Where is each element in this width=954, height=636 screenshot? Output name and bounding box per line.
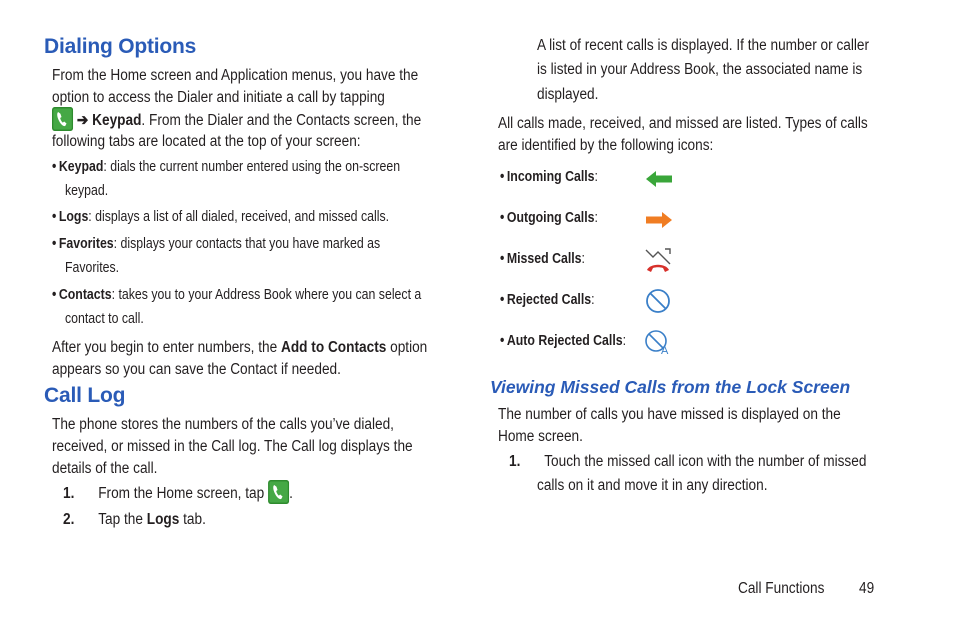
recent-calls-line-1: A list of recent calls is displayed. If the number or caller	[537, 37, 870, 54]
dialing-intro-line-3	[52, 109, 421, 133]
tab-keypad-line-2: keypad.	[65, 183, 109, 199]
tab-keypad-line-1	[52, 155, 400, 179]
step-2-pre: Tap the	[98, 511, 147, 528]
bullet: •	[52, 236, 57, 252]
footer-page-number: 49	[859, 580, 875, 597]
tab-contacts-name: Contacts	[58, 287, 112, 303]
call-type-auto-rejected: • Auto Rejected Calls:	[500, 333, 627, 349]
tab-contacts-desc: : takes you to your Address Book where you can select a	[111, 287, 422, 303]
call-type-outgoing: • Outgoing Calls:	[500, 210, 598, 226]
dialing-intro-line-4: following tabs are located at the top of your screen:	[52, 133, 361, 150]
dialing-intro-line-3-rest: . From the Dialer and the Contacts screen, the	[141, 112, 422, 130]
add-to-contacts-label: Add to Contacts	[280, 339, 387, 356]
after-numbers-line-1	[52, 337, 427, 359]
tab-favorites-name: Favorites	[58, 236, 114, 252]
bullet: •	[500, 333, 505, 349]
after-numbers-line-2: appears so you can save the Contact if needed.	[52, 361, 341, 378]
calllog-step-2	[63, 509, 206, 531]
logs-label: Logs	[146, 511, 180, 528]
lock-line-1: The number of calls you have missed is displayed on the	[498, 406, 841, 423]
tab-logs-name: Logs	[58, 209, 89, 225]
call-type-name: Incoming Calls	[506, 169, 595, 185]
heading-dialing-options: Dialing Options	[44, 35, 197, 58]
call-type-name: Outgoing Calls	[506, 210, 595, 226]
lock-line-2: Home screen.	[498, 428, 583, 445]
incoming-call-arrow-icon	[645, 170, 673, 188]
bullet: •	[52, 287, 57, 303]
bullet: •	[52, 209, 57, 225]
auto-rejected-call-icon	[644, 329, 672, 355]
missed-call-icon	[644, 248, 672, 274]
call-type-name: Missed Calls	[506, 251, 582, 267]
calllog-step-1	[63, 482, 293, 506]
rejected-call-icon	[645, 288, 671, 314]
after-numbers-post: option	[386, 339, 428, 356]
footer-section: Call Functions	[738, 580, 825, 597]
tab-contacts-line-2: contact to call.	[65, 311, 144, 327]
heading-missed-lock-screen: Viewing Missed Calls from the Lock Screen	[490, 377, 851, 397]
bullet: •	[500, 292, 505, 308]
keypad-label: Keypad	[92, 112, 142, 130]
calllog-line-3: details of the call.	[52, 460, 158, 477]
dialing-intro-line-1: From the Home screen and Application menus, you have the	[52, 67, 419, 84]
all-calls-line-1: All calls made, received, and missed are listed. Types of calls	[498, 115, 868, 132]
lock-step-1-line-2: calls on it and move it in any direction.	[537, 477, 768, 494]
call-type-missed: • Missed Calls:	[500, 251, 585, 267]
step-1-end: .	[289, 485, 293, 503]
tab-keypad-name: Keypad	[58, 159, 104, 175]
tab-logs-desc: : displays a list of all dialed, received, and missed calls.	[88, 209, 390, 225]
phone-app-icon	[52, 107, 73, 131]
calllog-line-2: received, or missed in the Call log. The Call log displays the	[52, 438, 413, 455]
bullet: •	[500, 251, 505, 267]
calllog-line-1: The phone stores the numbers of the calls you’ve dialed,	[52, 416, 394, 433]
bullet: •	[500, 210, 505, 226]
tab-keypad-desc: : dials the current number entered using the on-screen	[103, 159, 401, 175]
phone-app-icon	[268, 480, 289, 504]
dialing-intro-line-2: option to access the Dialer and initiate a call by tapping	[52, 89, 385, 106]
tab-logs-line-1	[52, 205, 389, 229]
bullet: •	[500, 169, 505, 185]
step-1-text: From the Home screen, tap	[98, 485, 265, 503]
call-type-rejected: • Rejected Calls:	[500, 292, 595, 308]
svg-text:A: A	[661, 345, 669, 355]
arrow-glyph: ➔	[76, 112, 89, 130]
bullet: •	[52, 159, 57, 175]
lock-step-text: Touch the missed call icon with the number of missed	[544, 453, 867, 470]
all-calls-line-2: are identified by the following icons:	[498, 137, 714, 154]
step-2-post: tab.	[179, 511, 206, 528]
step-number: 1.	[63, 485, 75, 503]
heading-call-log: Call Log	[44, 384, 126, 407]
call-type-incoming: • Incoming Calls:	[500, 169, 598, 185]
tab-favorites-line-2: Favorites.	[65, 260, 120, 276]
tab-favorites-desc: : displays your contacts that you have marked as	[113, 236, 381, 252]
recent-calls-line-2: is listed in your Address Book, the associated name is	[537, 61, 863, 78]
after-numbers-pre: After you begin to enter numbers, the	[52, 339, 281, 356]
call-type-name: Auto Rejected Calls	[506, 333, 623, 349]
step-number: 1.	[509, 453, 521, 470]
step-number: 2.	[63, 511, 75, 528]
tab-contacts-line-1	[52, 283, 421, 307]
outgoing-call-arrow-icon	[645, 211, 673, 229]
lock-step-1-line-1	[509, 450, 866, 474]
call-type-name: Rejected Calls	[506, 292, 592, 308]
recent-calls-line-3: displayed.	[537, 86, 599, 103]
tab-favorites-line-1	[52, 232, 380, 256]
